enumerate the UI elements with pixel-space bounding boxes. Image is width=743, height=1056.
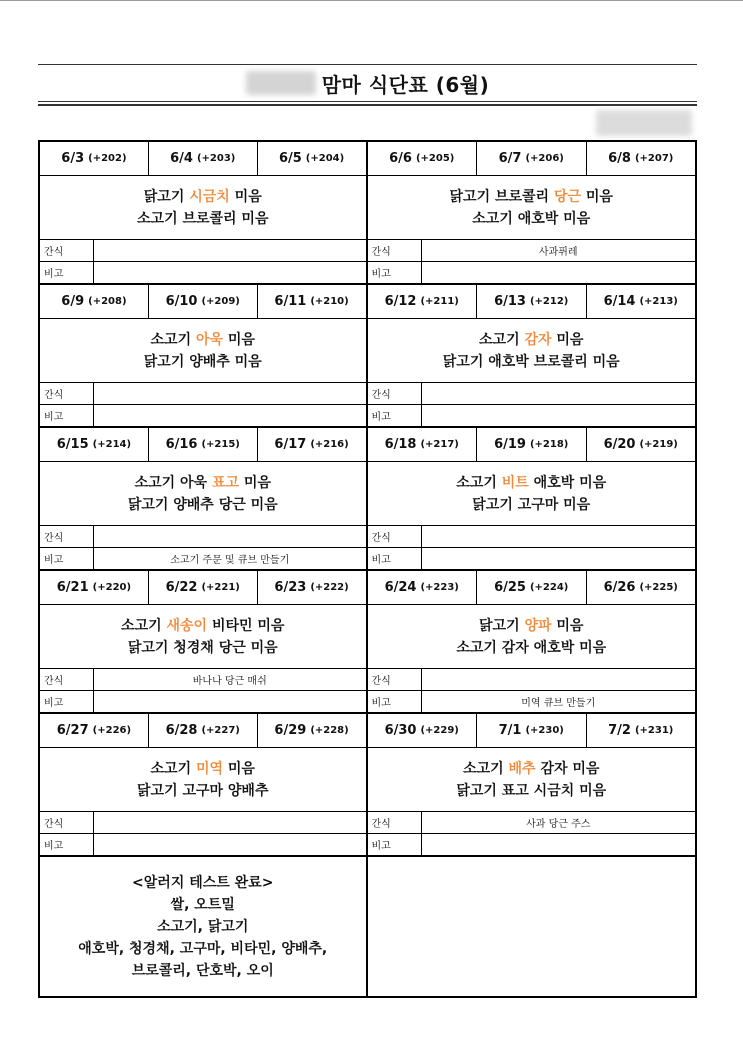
snack-row [40,526,366,548]
menu-text: 소고기 [479,331,525,348]
snack-value [94,526,366,547]
top-border-line [0,0,743,1]
menu-text: 소고기 [121,617,167,634]
snack-row [40,240,366,262]
day-count: (+220) [92,582,132,593]
date-label: 6/15 [56,437,89,452]
date-cell [40,714,149,747]
week-block-left [40,714,368,855]
menu-line [137,780,268,802]
date-label: 6/23 [274,580,307,595]
menu-cell [368,748,696,812]
date-cell [40,142,149,175]
allergy-note-line: 애호박, 청경채, 고구마, 비타민, 양배추, [78,940,328,957]
menu-line [144,351,262,373]
week-row [40,428,695,571]
blurred-name [246,71,316,95]
date-header [40,142,366,176]
snack-row [368,812,696,834]
date-label: 6/4 [170,151,193,166]
date-cell [587,428,696,461]
day-count: (+227) [201,725,240,736]
new-ingredient: 당근 [553,188,582,205]
note-value: 소고기 주문 및 큐브 만들기 [170,555,290,566]
note-row [368,405,696,426]
note-label: 비고 [368,548,422,569]
page-title: 맘마 식단표 (6월) [321,72,490,97]
day-count: (+211) [420,296,459,307]
menu-line [450,186,613,208]
menu-cell [368,605,696,669]
date-label: 6/21 [56,580,89,595]
menu-line [135,472,271,494]
menu-text: 소고기 [456,474,502,491]
menu-line [472,208,590,230]
meal-plan-table [38,140,697,998]
day-count: (+205) [415,153,455,164]
snack-row [368,240,696,262]
day-count: (+231) [634,725,674,736]
week-row [40,714,695,857]
date-cell [477,571,587,604]
week-block-right [368,142,696,283]
snack-value: 사과 당근 주스 [526,819,591,830]
title-rule-bottom-1 [38,101,697,102]
note-value [94,262,366,283]
date-cell [587,571,696,604]
note-value [94,405,366,426]
snack-label: 간식 [368,383,422,404]
date-label: 6/14 [603,294,636,309]
note-label: 비고 [368,691,422,712]
date-label: 6/6 [389,151,412,166]
note-row [40,691,366,712]
note-row [40,405,366,426]
day-count: (+212) [529,296,569,307]
snack-value [94,383,366,404]
date-cell [40,571,149,604]
allergy-notes [40,857,368,996]
date-header [40,714,366,748]
empty-cell [368,857,696,996]
menu-text: 비타민 미음 [207,617,285,634]
allergy-note-line: 브로콜리, 단호박, 오이 [131,962,274,979]
new-ingredient: 새송이 [166,617,208,634]
note-value [94,691,366,712]
date-label: 6/5 [278,151,302,166]
menu-line [137,208,268,230]
date-cell [477,142,587,175]
date-label: 6/16 [165,437,198,452]
snack-label: 간식 [368,526,422,547]
date-label: 6/10 [165,294,198,309]
menu-line [456,637,606,659]
menu-text: 닭고기 브로콜리 [449,188,554,205]
day-count: (+208) [88,296,127,307]
note-value: 미역 큐브 만들기 [521,698,596,709]
blurred-corner-text [596,110,692,136]
snack-label: 간식 [368,812,422,833]
note-row [368,691,696,712]
date-cell [477,285,587,318]
note-label: 비고 [368,834,422,855]
note-label: 비고 [40,691,94,712]
date-cell [368,285,478,318]
menu-text: 미음 [223,760,255,777]
snack-label: 간식 [40,812,94,833]
note-row [40,548,366,569]
day-count: (+202) [88,153,127,164]
date-label: 6/3 [61,151,85,166]
menu-cell [40,176,366,240]
note-row [368,548,696,569]
date-header [368,428,696,462]
menu-text: 닭고기 청경채 당근 미음 [127,639,278,656]
note-row [368,262,696,283]
week-block-right [368,714,696,855]
menu-text: 닭고기 양배추 미음 [143,353,262,370]
note-label: 비고 [40,262,94,283]
day-count: (+221) [201,582,240,593]
date-cell [587,714,696,747]
menu-text: 닭고기 [479,617,525,634]
date-label: 6/17 [274,437,307,452]
day-count: (+207) [634,153,674,164]
menu-text: 소고기 감자 애호박 미음 [456,639,607,656]
day-count: (+228) [310,725,349,736]
snack-row [368,669,696,691]
menu-line [121,615,284,637]
date-cell [258,714,366,747]
menu-text: 미음 [551,331,584,348]
date-cell [40,285,149,318]
week-block-right [368,571,696,712]
day-count: (+210) [310,296,349,307]
title-rule-bottom-2 [38,104,697,106]
day-count: (+224) [529,582,569,593]
menu-text: 미음 [239,474,271,491]
date-label: 6/24 [384,580,417,595]
snack-label: 간식 [40,669,94,690]
menu-text: 닭고기 [143,188,190,205]
new-ingredient: 표고 [211,474,239,491]
new-ingredient: 배추 [508,760,536,777]
date-header [40,285,366,319]
note-value [94,834,366,855]
note-value [422,548,696,569]
snack-value: 바나나 당근 매쉬 [192,676,267,687]
snack-value [422,669,696,690]
snack-row [40,383,366,405]
date-cell [368,714,478,747]
menu-cell [368,319,696,383]
note-value [422,834,696,855]
menu-cell [40,748,366,812]
day-count: (+206) [525,153,564,164]
menu-text: 소고기 브로콜리 미음 [137,210,269,227]
day-count: (+203) [196,153,236,164]
menu-cell [40,319,366,383]
snack-value [422,383,696,404]
date-label: 6/8 [608,151,631,166]
menu-line [151,758,255,780]
allergy-note-line: <알러지 테스트 완료> [132,874,274,891]
day-count: (+216) [310,439,349,450]
snack-label: 간식 [40,526,94,547]
menu-line [479,615,583,637]
date-label: 6/30 [384,723,417,738]
day-count: (+213) [639,296,678,307]
date-cell [368,571,478,604]
week-block-left [40,142,368,283]
day-count: (+222) [310,582,349,593]
menu-text: 소고기 아욱 [134,474,212,491]
new-ingredient: 양파 [524,617,552,634]
date-header [368,142,696,176]
menu-line [456,472,606,494]
date-cell [258,142,366,175]
menu-text: 닭고기 표고 시금치 미음 [456,782,607,799]
date-label: 6/27 [56,723,89,738]
title-bar [38,64,697,102]
snack-label: 간식 [368,240,422,261]
date-cell [368,428,478,461]
date-label: 6/25 [494,580,526,595]
week-row [40,285,695,428]
menu-text: 미음 [551,617,584,634]
menu-text: 닭고기 애호박 브로콜리 미음 [442,353,620,370]
allergy-note-line: 소고기, 닭고기 [157,918,249,935]
note-value [422,405,696,426]
menu-text: 닭고기 양배추 당근 미음 [127,496,278,513]
snack-row [368,383,696,405]
date-cell [149,428,258,461]
date-cell [40,428,149,461]
date-cell [368,142,478,175]
date-cell [149,285,258,318]
day-count: (+209) [201,296,240,307]
date-cell [587,285,696,318]
date-cell [258,285,366,318]
menu-text: 애호박 미음 [528,474,607,491]
day-count: (+229) [420,725,459,736]
day-count: (+225) [639,582,678,593]
date-cell [149,571,258,604]
new-ingredient: 아욱 [195,331,224,348]
menu-text: 닭고기 고구마 미음 [472,496,591,513]
new-ingredient: 미역 [195,760,224,777]
menu-line [443,351,620,373]
date-cell [258,571,366,604]
menu-text: 미음 [229,188,262,205]
date-label: 7/2 [608,723,631,738]
date-label: 6/26 [603,580,636,595]
menu-line [128,637,278,659]
menu-text: 미음 [223,331,255,348]
date-label: 6/13 [494,294,526,309]
allergy-note-line: 쌀, 오트밀 [170,896,235,913]
menu-text: 소고기 애호박 미음 [472,210,591,227]
new-ingredient: 시금치 [189,188,230,205]
day-count: (+219) [639,439,678,450]
note-label: 비고 [368,405,422,426]
day-count: (+214) [92,439,132,450]
note-row [40,262,366,283]
menu-line [479,329,583,351]
week-block-left [40,428,368,569]
date-label: 6/7 [498,151,522,166]
date-cell [477,714,587,747]
menu-cell [368,462,696,526]
snack-label: 간식 [40,240,94,261]
note-row [40,834,366,855]
note-value [422,262,696,283]
menu-line [456,780,606,802]
menu-text: 미음 [581,188,613,205]
date-label: 6/20 [603,437,636,452]
menu-text: 감자 미음 [535,760,600,777]
snack-value [94,812,366,833]
week-block-right [368,285,696,426]
day-count: (+226) [92,725,132,736]
menu-text: 소고기 [150,331,196,348]
date-cell [149,714,258,747]
date-label: 6/29 [274,723,307,738]
menu-line [128,494,278,516]
date-label: 6/12 [384,294,417,309]
snack-label: 간식 [368,669,422,690]
menu-text: 소고기 [463,760,509,777]
menu-line [144,186,262,208]
snack-row [368,526,696,548]
date-label: 6/9 [61,294,85,309]
snack-value [422,526,696,547]
date-header [368,571,696,605]
note-label: 비고 [40,548,94,569]
week-block-right [368,428,696,569]
new-ingredient: 감자 [524,331,552,348]
menu-cell [40,605,366,669]
menu-cell [368,176,696,240]
day-count: (+223) [420,582,459,593]
notes-row [40,857,695,996]
note-label: 비고 [368,262,422,283]
menu-text: 소고기 [150,760,196,777]
date-label: 6/19 [494,437,526,452]
snack-row [40,669,366,691]
date-label: 6/28 [165,723,198,738]
week-row [40,571,695,714]
date-cell [587,142,696,175]
date-header [368,285,696,319]
menu-line [472,494,590,516]
snack-row [40,812,366,834]
date-header [40,571,366,605]
week-row [40,142,695,285]
snack-label: 간식 [40,383,94,404]
date-header [368,714,696,748]
menu-cell [40,462,366,526]
menu-text: 닭고기 고구마 양배추 [137,782,269,799]
day-count: (+217) [420,439,459,450]
note-label: 비고 [40,834,94,855]
date-header [40,428,366,462]
day-count: (+230) [525,725,564,736]
date-label: 6/18 [384,437,417,452]
date-cell [258,428,366,461]
menu-line [151,329,255,351]
note-label: 비고 [40,405,94,426]
date-label: 6/22 [165,580,198,595]
day-count: (+204) [305,153,345,164]
week-block-left [40,285,368,426]
menu-line [463,758,599,780]
day-count: (+218) [529,439,569,450]
note-row [368,834,696,855]
date-label: 7/1 [498,723,522,738]
day-count: (+215) [201,439,240,450]
new-ingredient: 비트 [501,474,529,491]
snack-value [94,240,366,261]
date-cell [477,428,587,461]
week-block-left [40,571,368,712]
date-label: 6/11 [274,294,307,309]
date-cell [149,142,258,175]
snack-value: 사과퓌레 [538,247,578,258]
